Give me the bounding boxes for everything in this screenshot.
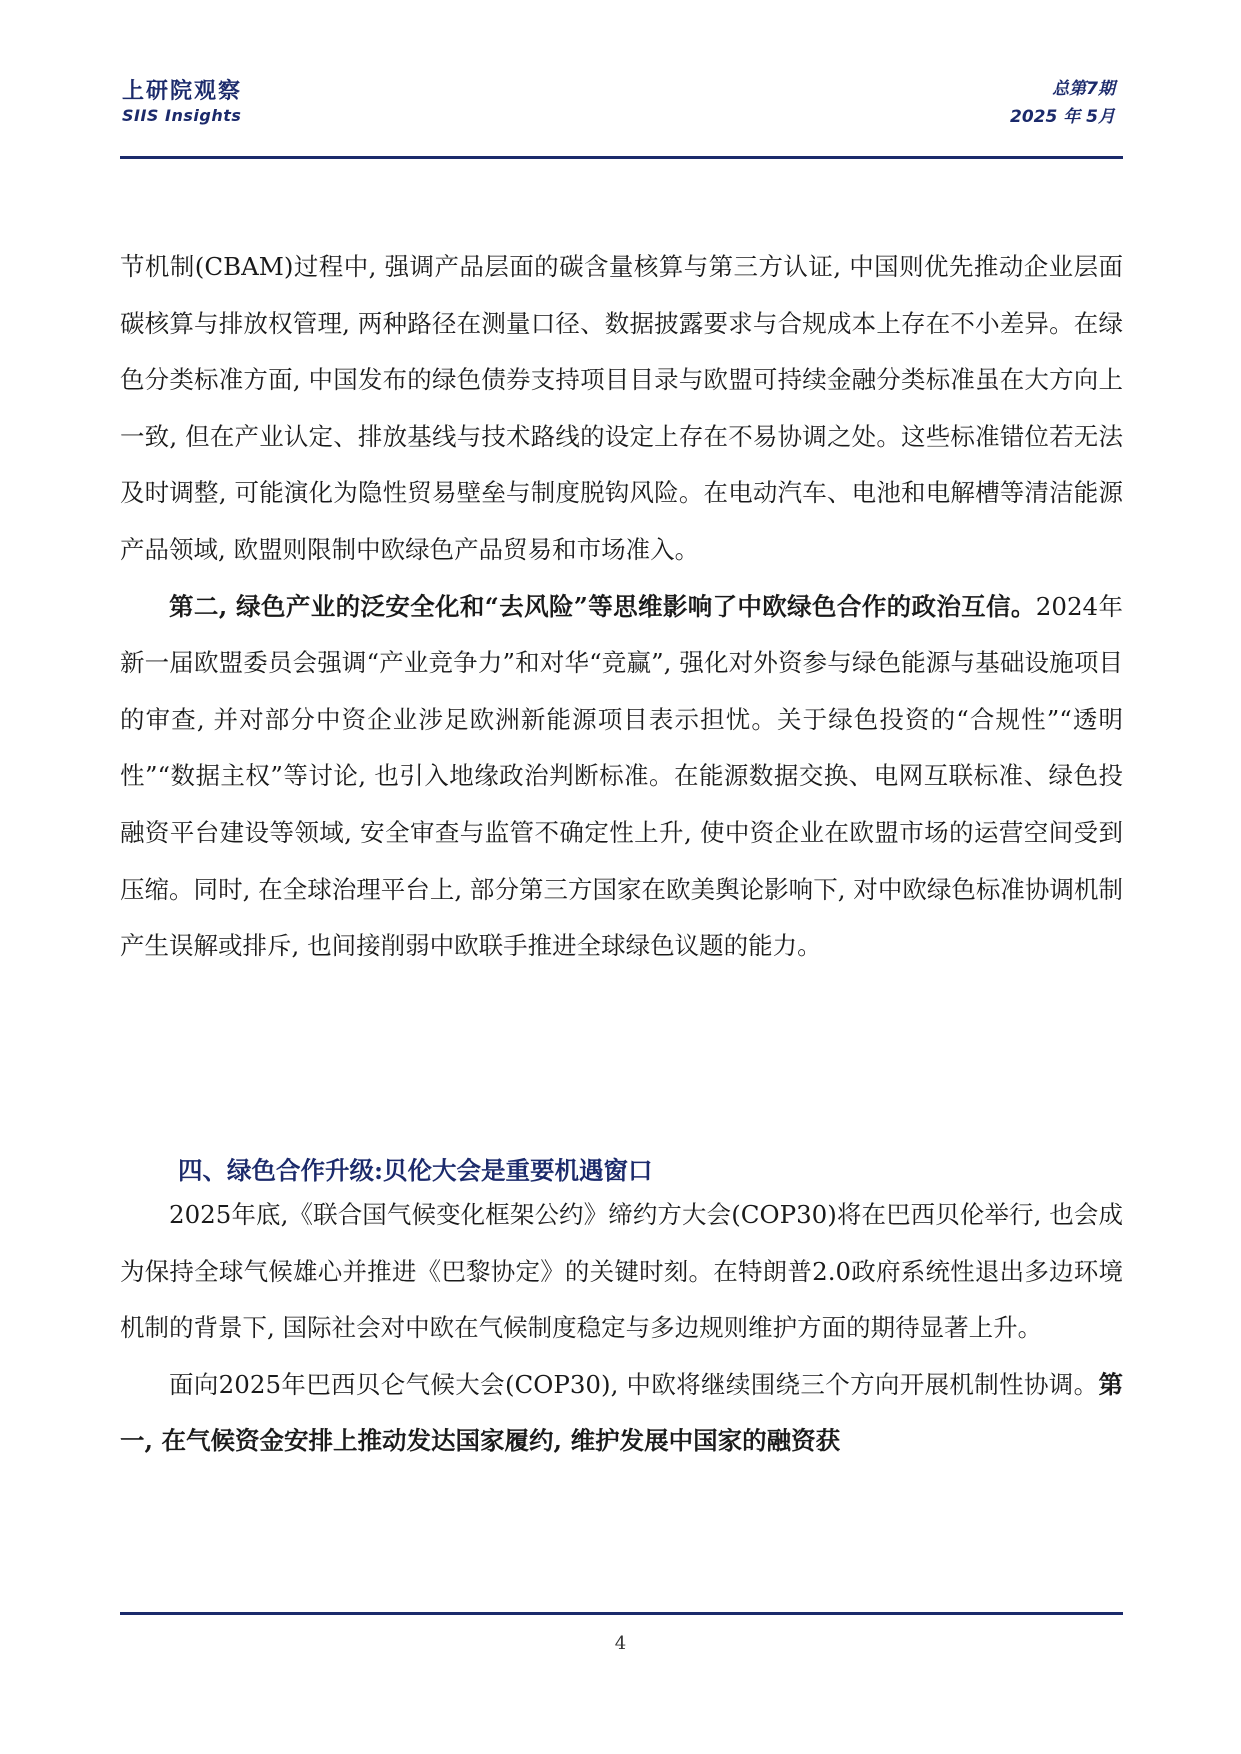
issue-number: 总第7期 xyxy=(1052,79,1115,99)
publication-logo-cn: 上研院观察 xyxy=(122,78,243,104)
section-heading: 四、绿色合作升级:贝伦大会是重要机遇窗口 xyxy=(178,1156,653,1185)
paragraph-1: 节机制(CBAM)过程中, 强调产品层面的碳含量核算与第三方认证, 中国则优先推动企业层面碳核算与排放权管理, 两种路径在测量口径、数据披露要求与合规成本上存在不小差异。在绿色分类标准方面, 中国发布的绿色债券支持项目目录与欧盟可持续金融分类标准虽在大方向上一致, 但在产业认定、排放基线与技术路线的设定上存在不易协调之处。这些标准错位若无法及时调整, 可能演化为隐性贸易壁垒与制度脱钩风险。在电动汽车、电池和电解槽等清洁能源产品领域, 欧盟则限制中欧绿色产品贸易和市场准入。 xyxy=(120,252,1123,564)
body-text-section-4 xyxy=(120,1187,1123,1470)
page-header xyxy=(120,72,1123,152)
paragraph-2 xyxy=(120,579,1123,975)
header-divider xyxy=(120,156,1123,159)
footer-divider xyxy=(120,1612,1123,1615)
paragraph-3: 2025年底,《联合国气候变化框架公约》缔约方大会(COP30)将在巴西贝伦举行, 也会成为保持全球气候雄心并推进《巴黎协定》的关键时刻。在特朗普2.0政府系统性退出多边环境机制的背景下, 国际社会对中欧在气候制度稳定与多边规则维护方面的期待显著上升。 xyxy=(120,1200,1123,1343)
paragraph-4-body: 面向2025年巴西贝仑气候大会(COP30), 中欧将继续围绕三个方向开展机制性协调。 xyxy=(169,1369,1099,1399)
publication-logo-en: SIIS Insights xyxy=(122,106,242,125)
page-number: 4 xyxy=(614,1633,627,1654)
paragraph-2-lead: 第二, 绿色产业的泛安全化和“去风险”等思维影响了中欧绿色合作的政治互信。 xyxy=(169,591,1036,621)
paragraph-4 xyxy=(120,1357,1123,1470)
issue-date: 2025 年 5月 xyxy=(1010,107,1115,127)
body-text xyxy=(120,239,1123,975)
paragraph-2-body: 2024年新一届欧盟委员会强调“产业竞争力”和对华“竞赢”, 强化对外资参与绿色能源与基础设施项目的审查, 并对部分中资企业涉足欧洲新能源项目表示担忧。关于绿色投资的“合规性”“透明性”“数据主权”等讨论, 也引入地缘政治判断标准。在能源数据交换、电网互联标准、绿色投融资平台建设等领域, 安全审查与监管不确定性上升, 使中资企业在欧盟市场的运营空间受到压缩。同时, 在全球治理平台上, 部分第三方国家在欧美舆论影响下, 对中欧绿色标准协调机制产生误解或排斥, 也间接削弱中欧联手推进全球绿色议题的能力。 xyxy=(120,591,1123,961)
paragraph-4-lead: 第一, 在气候资金安排上推动发达国家履约, 维护发展中国家的融资获 xyxy=(120,1369,1123,1456)
